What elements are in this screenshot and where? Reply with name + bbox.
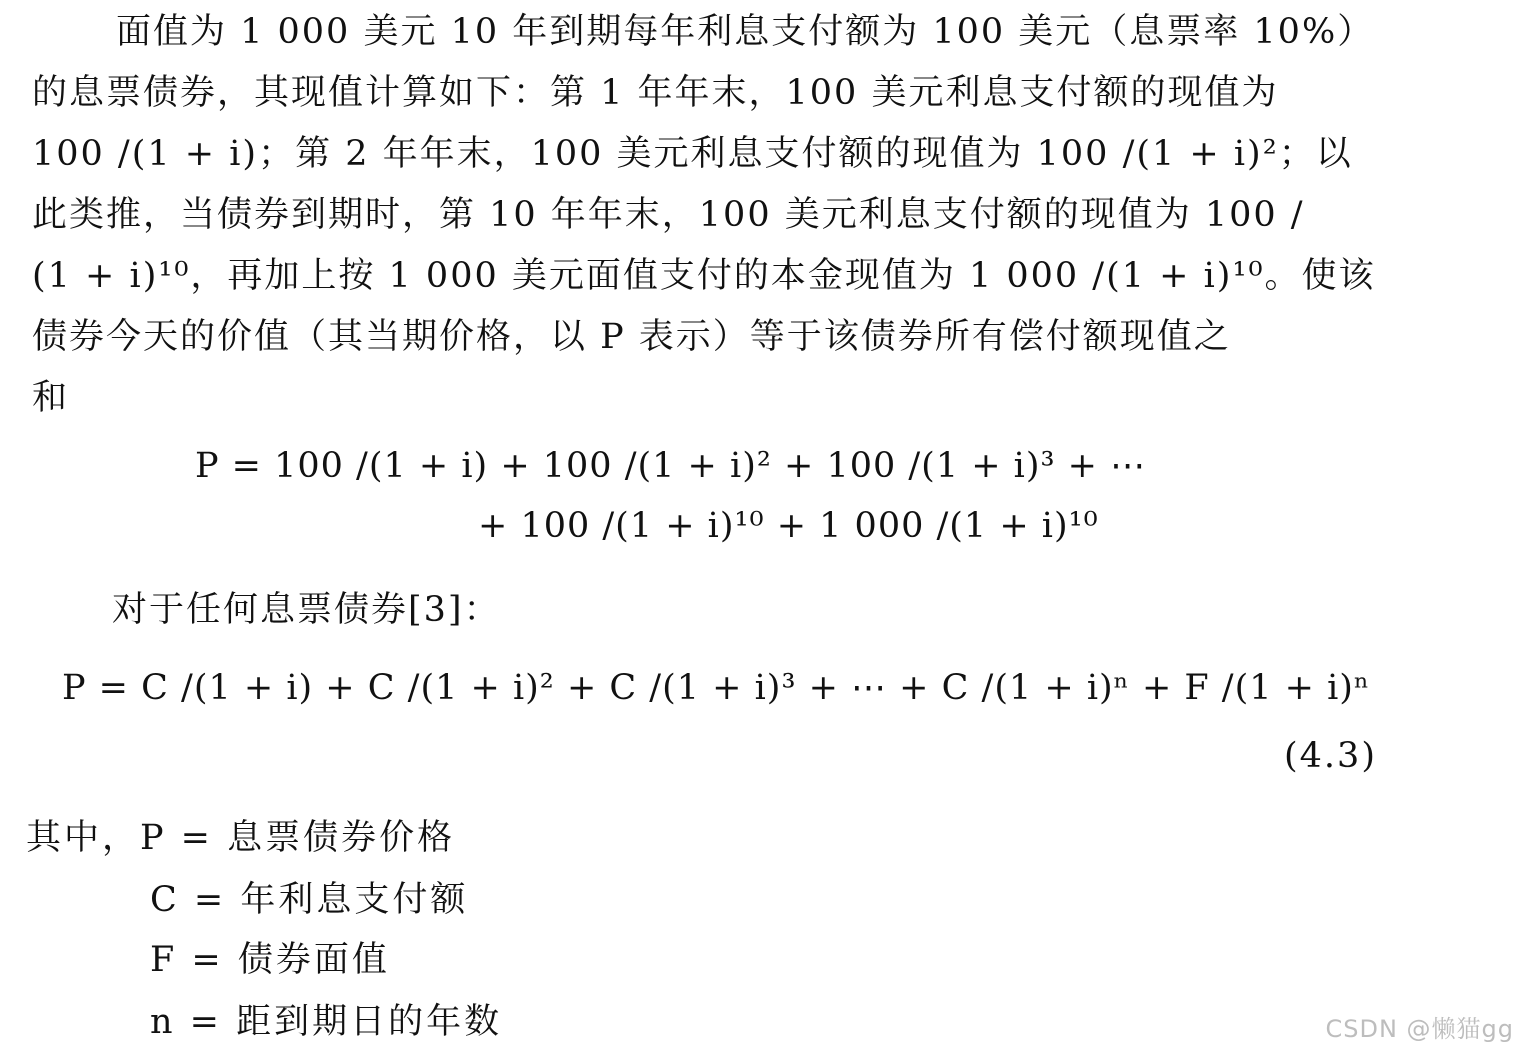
body-paragraph <box>32 2 1392 429</box>
equation-1-line-1: P = 100 /(1 + i) + 100 /(1 + i)² + 100 /(1 + i)³ + ⋯ <box>195 446 1147 486</box>
definition-n: n = 距到期日的年数 <box>150 1002 503 1042</box>
equation-number: (4.3) <box>1284 736 1377 776</box>
definition-c: C = 年利息支付额 <box>150 880 469 920</box>
definition-p: 其中，P = 息票债券价格 <box>26 818 456 858</box>
paragraph-line: 100 /(1 + i)；第 2 年年末，100 美元利息支付额的现值为 100 /(1 + i)²；以 <box>32 134 1353 174</box>
paragraph-line: 和 <box>32 378 70 418</box>
paragraph-line: 面值为 1 000 美元 10 年到期每年利息支付额为 100 美元（息票率 10%） <box>116 12 1375 52</box>
paragraph-line: 的息票债券，其现值计算如下：第 1 年年末，100 美元利息支付额的现值为 <box>32 73 1279 113</box>
equation-1-line-2: + 100 /(1 + i)¹⁰ + 1 000 /(1 + i)¹⁰ <box>478 506 1099 546</box>
general-formula-intro: 对于任何息票债券[3]： <box>112 590 501 630</box>
watermark: CSDN @懒猫gg <box>1325 1015 1514 1043</box>
definition-f: F = 债券面值 <box>150 940 390 980</box>
paragraph-line: (1 + i)¹⁰，再加上按 1 000 美元面值支付的本金现值为 1 000 /(1 + i)¹⁰。使该 <box>32 256 1376 296</box>
equation-4-3: P = C /(1 + i) + C /(1 + i)² + C /(1 + i)³ + ⋯ + C /(1 + i)ⁿ + F /(1 + i)ⁿ <box>62 668 1371 708</box>
paragraph-line: 此类推，当债券到期时，第 10 年年末，100 美元利息支付额的现值为 100 / <box>32 195 1305 235</box>
paragraph-line: 债券今天的价值（其当期价格，以 P 表示）等于该债券所有偿付额现值之 <box>32 317 1231 357</box>
